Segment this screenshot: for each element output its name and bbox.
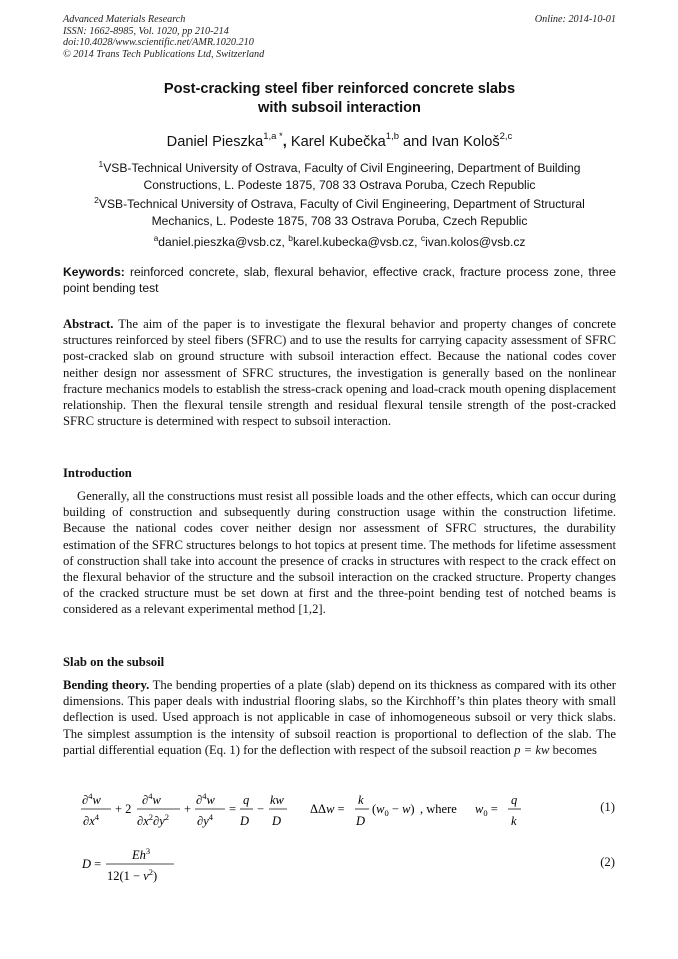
equation-2 [80,847,280,887]
email-b-mark: b [288,233,293,243]
svg-text:w0 =: $w_0$ = [475,802,498,818]
email-a: daniel.pieszka@vsb.cz, [158,235,289,250]
email-c: ivan.kolos@vsb.cz [425,235,526,250]
bending-theory-label: Bending theory. [63,678,150,692]
svg-text:k: k [511,814,517,828]
keywords-text: reinforced concrete, slab, flexural behavior, effective crack, fracture process zone, three point bending test [63,265,616,295]
svg-text:k: k [358,793,364,807]
title-line-2: with subsoil interaction [258,100,421,116]
keywords [63,264,616,296]
affiliation-1-line-2: Constructions, L. Podeste 1875, 708 33 Ostrava Poruba, Czech Republic [143,177,536,192]
abstract-text: The aim of the paper is to investigate the flexural behavior and property changes of concrete structures reinforced by steel fibers (SFRC) and to use the results for carrying capacity assessment of SFRC post-cracked slab on ground structure with subsoil interaction effect. Because the national codes cover neither design nor assessment of SFRC structures, the investigation is generally based on the nonlinear fracture mechanics models to establish the stress-crack opening and load-crack mouth opening displacement relationship. Then the flexural tensile strength and residual flexural tensile strength of the post-cracked SFRC structure is determined with respect to subsoil interaction. [63,317,616,429]
equation-1-number: (1) [600,800,615,814]
author-sep-1: , [282,133,291,150]
affiliation-1 [63,156,616,193]
author-1-affil: 1,a * [263,131,283,142]
affiliation-2 [63,192,616,229]
slab-heading: Slab on the subsoil [63,655,165,669]
equation-1 [80,788,600,832]
abstract-label: Abstract. [63,317,114,331]
svg-text:∂y4: $\partial y^4$ [197,812,213,828]
journal-issn: ISSN: 1662-8985, Vol. 1020, pp 210-214 [63,25,229,37]
svg-text:ΔΔw =: ΔΔw = [310,802,345,816]
author-list [63,128,616,152]
svg-text:D =: D = [82,857,102,871]
introduction-paragraph: Generally, all the constructions must resist all possible loads and the other effects, which can occur during building of construction and subsequently during construction usage within the construction lifetime. Because the national codes cover neither design nor assessment of SFRC structures, the durability estimation of the SFRC structures belongs to hot topics at present time. The methods for lifetime assessment of construction shall take into account the presence of cracks in structures with respect to the crack effect on the flexural behavior of the structure and the subsoil interaction on the cracked structure. Property changes of the cracked structure must be set down at first and the three-point bending test of notched beams is considered as a relevant experimental method [1,2]. [63,489,616,617]
journal-name: Advanced Materials Research [63,14,186,25]
online-date: Online: 2014-10-01 [534,14,616,25]
svg-text:∂4w: ∂$^4$w [142,791,161,807]
introduction-heading: Introduction [63,466,132,480]
bending-theory-paragraph [63,677,616,758]
equation-1-where: , where [420,802,457,816]
subsoil-reaction-formula: p = kw [514,742,550,757]
email-c-mark: c [420,233,426,243]
svg-text:D: D [272,814,282,828]
author-1: Daniel Pieszka [166,133,264,150]
equation-1-graphic [80,788,600,832]
svg-text:−: − [257,802,265,816]
svg-text:∂x2∂y2: $\partial x^2\partial y^2$ [137,812,169,828]
email-a-mark: a [153,233,159,243]
svg-text:∂4w: ∂$^4$w [196,791,215,807]
bending-theory-end: becomes [549,742,597,757]
journal-header [63,14,616,60]
svg-text:+: + [184,802,192,816]
author-2-affil: 1,b [385,131,399,142]
author-sep-2: and [399,133,432,150]
affiliation-1-line-1: VSB-Technical University of Ostrava, Faculty of Civil Engineering, Department of Building [103,161,581,176]
abstract [63,316,616,429]
bending-theory-text: The bending properties of a plate (slab) depend on its thickness as compared with its other dimensions. This paper deals with industrial flooring slabs, so the Kirchhoff’s thin plates theory with small deflection is used. Used approach is not applicable in case of inhomogeneous subsoil or very thick slabs. The simplest assumption is the intensity of subsoil reaction is proportional to deflection of the slab. The partial differential equation (Eq. 1) for the deflection with respect of the subsoil reaction [63,678,616,757]
author-3-affil: 2,c [499,131,513,142]
svg-text:+ 2: + 2 [115,802,132,816]
svg-text:∂4w: ∂$^4$w [82,791,101,807]
keywords-label: Keywords: [63,265,125,279]
journal-doi: doi:10.4028/www.scientific.net/AMR.1020.210 [63,37,254,48]
affiliation-1-mark: 1 [98,159,104,169]
svg-text:=: = [229,802,237,816]
svg-text:Eh3: Eh$^3$ [132,846,151,862]
affiliation-2-line-2: Mechanics, L. Podeste 1875, 708 33 Ostrava Poruba, Czech Republic [151,213,528,228]
equation-2-graphic [80,847,280,887]
author-emails [63,230,616,251]
svg-text:D: D [356,814,366,828]
paper-title [63,80,616,118]
svg-text:q: q [511,793,518,807]
svg-text:D: D [240,814,250,828]
author-3: Ivan Kološ [431,133,500,150]
affiliation-2-mark: 2 [94,195,99,205]
author-2: Karel Kubečka [290,133,386,150]
email-b: karel.kubecka@vsb.cz, [292,235,421,250]
svg-text:q: q [243,793,250,807]
svg-text:∂x4: $\partial x^4$ [83,812,99,828]
svg-text:(w0 − w): $(w_0 - w)$ [372,802,415,818]
title-line-1: Post-cracking steel fiber reinforced concrete slabs [163,81,516,97]
svg-text:kw: kw [270,793,284,807]
affiliation-2-line-1: VSB-Technical University of Ostrava, Faculty of Civil Engineering, Department of Structural [98,197,585,212]
svg-text:12(1 − ν2): $12(1 - \nu^2)$ [107,867,158,883]
equation-2-number: (2) [600,855,615,869]
journal-copyright: © 2014 Trans Tech Publications Ltd, Switzerland [63,48,265,60]
